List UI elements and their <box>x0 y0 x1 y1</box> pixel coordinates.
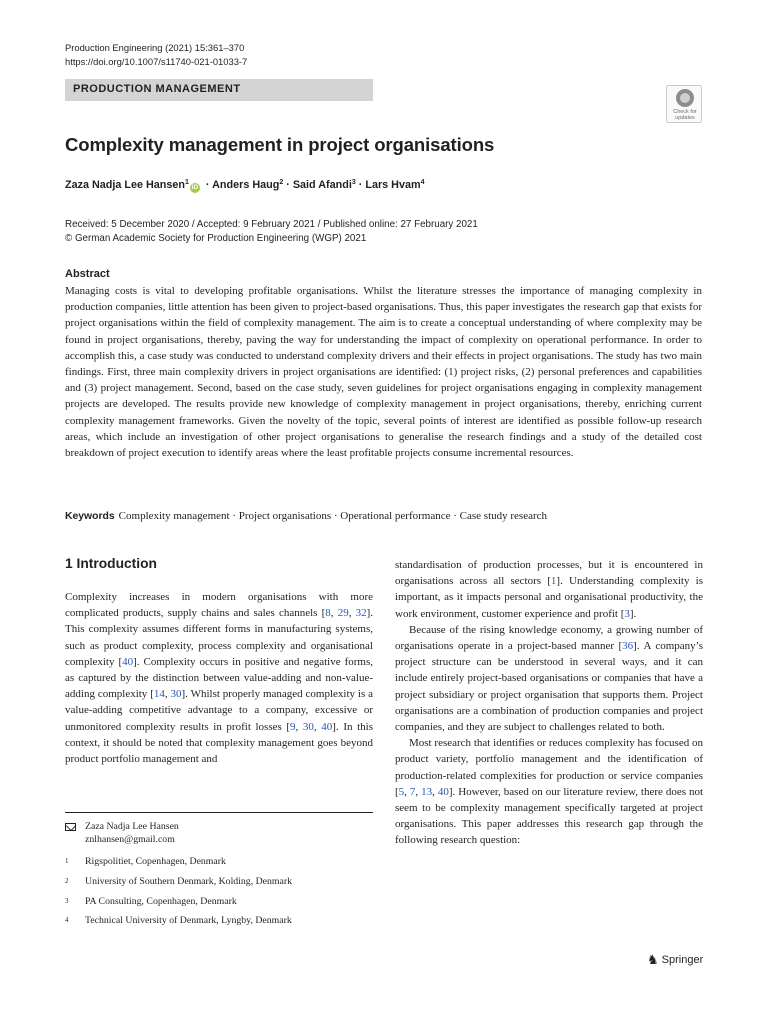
paragraph-text: ]. Understanding complexity is important, as it impacts personal and organisational productivity, the work environment, customer experience and profit [ <box>395 575 703 620</box>
affiliation-number: 2 <box>65 877 69 885</box>
citation-link[interactable]: 36 <box>622 640 634 653</box>
author-separator: · <box>283 179 293 191</box>
footnote-rule <box>65 812 373 813</box>
keywords-label: Keywords <box>65 511 115 522</box>
author-name[interactable]: Lars Hvam <box>365 179 421 191</box>
author-affiliation-mark[interactable]: 4 <box>420 179 425 186</box>
paragraph-text: , <box>313 720 322 733</box>
section-label: PRODUCTION MANAGEMENT <box>73 83 241 95</box>
abstract-text: Managing costs is vital to developing profitable organisations. Whilst the literature stresses the importance of managing complexity in production companies, little attention has been given to project-based organisations. Thus, this paper investigates the research gap that exists for project organisations within the field of complexity management. The aim is to create a conceptual understanding of where complexity may be found in project organisations, thereby, paving the way for understanding the impact of complexity on operational performance. In order to accomplish this, a case study was conducted to understand complexity drivers and their effects in project organisations. The study has two main findings. First, three main complexity drivers in project organisations are identified: (1) project risks, (2) personal preferences and capabilities and (3) project management. Second, based on the case study, seven guidelines for project organisations engaging in complexity management projects are developed. The results provide new knowledge of complexity management in project organisations, thereby, enriching current complexity management frameworks. Given the novelty of the topic, several points of interest are identified as possible follow-up research areas, which include an investigation of other project organisations to generalise the research findings and a study of the detailed cost breakdown of project execution to identify areas where the least profitable projects consume incremental resources. <box>65 285 702 460</box>
intro-paragraph-1 <box>65 589 373 767</box>
doi-link[interactable]: https://doi.org/10.1007/s11740-021-01033-7 <box>65 56 248 67</box>
paragraph-text: , <box>295 720 303 733</box>
affiliation-number: 4 <box>65 916 69 924</box>
author-affiliation-mark[interactable]: 3 <box>351 179 356 186</box>
author-separator: · <box>355 179 366 191</box>
paragraph-text: Because of the rising knowledge economy, a growing number of organisations operate in a project-based manner [ <box>395 623 703 653</box>
left-column <box>65 589 373 767</box>
author-affiliation-mark[interactable]: 2 <box>279 179 284 186</box>
citation-link[interactable]: 7 <box>409 785 416 798</box>
affiliation-text: Rigspolitiet, Copenhagen, Denmark <box>85 856 226 867</box>
citation-link[interactable]: 14 <box>153 688 165 701</box>
paragraph-text: Most research that identifies or reduces complexity has focused on product variety, portfolio management and the identification of production-related complexities for production or service companies [ <box>395 737 703 798</box>
author-name[interactable]: Said Afandi <box>292 179 352 191</box>
citation-link[interactable]: 8 <box>325 607 331 620</box>
citation-link[interactable]: 32 <box>355 607 367 620</box>
affiliation-text: University of Southern Denmark, Kolding, Denmark <box>85 876 293 887</box>
citation-link[interactable]: 5 <box>398 785 405 798</box>
springer-horse-icon: ♞ <box>647 952 659 967</box>
paragraph-text: , <box>415 785 422 798</box>
citation-link[interactable]: 30 <box>302 720 314 733</box>
affiliation-number: 3 <box>65 897 69 905</box>
publisher-name: Springer <box>661 954 704 966</box>
intro-paragraph-3 <box>395 622 703 735</box>
section-band <box>65 79 373 101</box>
paragraph-text: , <box>404 785 410 798</box>
author-separator: · <box>202 179 213 191</box>
envelope-icon <box>65 823 76 831</box>
affiliation-item <box>65 914 373 928</box>
paragraph-text: ]. <box>629 607 637 620</box>
keywords-text: Complexity management · Project organisations · Operational performance · Case study research <box>118 510 548 522</box>
author-name[interactable]: Zaza Nadja Lee Hansen <box>65 179 186 191</box>
corresponding-email[interactable]: znlhansen@gmail.com <box>85 834 175 845</box>
intro-paragraph-4 <box>395 735 703 848</box>
paragraph-text: Complexity increases in modern organisations with more complicated products, supply chains and sales channels [ <box>65 591 373 620</box>
intro-paragraph-2 <box>395 557 703 622</box>
author-list <box>65 179 424 193</box>
corresponding-name: Zaza Nadja Lee Hansen <box>85 821 179 832</box>
paragraph-text: standardisation of production processes, but it is encountered in organisations across all sectors [ <box>395 559 703 588</box>
affiliation-text: PA Consulting, Copenhagen, Denmark <box>85 896 237 907</box>
citation-link[interactable]: 40 <box>437 785 449 798</box>
article-dates: Received: 5 December 2020 / Accepted: 9 February 2021 / Published online: 27 February 2021 <box>65 219 478 230</box>
journal-citation: Production Engineering (2021) 15:361–370 <box>65 42 245 53</box>
affiliation-item <box>65 895 373 909</box>
updates-line2: updates <box>675 115 695 121</box>
author-name[interactable]: Anders Haug <box>212 179 280 191</box>
corresponding-author <box>65 820 373 850</box>
citation-link[interactable]: 9 <box>290 720 296 733</box>
check-for-updates-badge[interactable] <box>666 85 702 123</box>
citation-link[interactable]: 3 <box>624 607 630 620</box>
paragraph-text: ]. Complexity occurs in positive and negative forms, as captured by the distinction between value-adding and non-value-adding complexity [ <box>65 655 373 701</box>
paragraph-text: ]. However, based on our literature review, there does not seem to be complexity management specifically targeted at project organisations. This paper addresses this research gap through the following research question: <box>395 785 704 847</box>
paragraph-text: ]. Whilst properly managed complexity is a value-adding competitive advantage to a company, excessive or unmonitored complexity results in profit losses [ <box>65 688 374 733</box>
affiliation-text: Technical University of Denmark, Lyngby, Denmark <box>85 915 292 926</box>
paragraph-text: ]. In this context, it should be noted that complexity management goes beyond product portfolio management and <box>65 720 373 766</box>
affiliation-item <box>65 855 373 869</box>
citation-link[interactable]: 1 <box>550 575 557 588</box>
abstract-heading: Abstract <box>65 268 110 280</box>
author-affiliation-mark[interactable]: 1 <box>185 179 189 186</box>
citation-link[interactable]: 13 <box>421 785 433 798</box>
affiliation-number: 1 <box>65 857 69 865</box>
paragraph-text: ]. This complexity assumes different forms in manufacturing systems, such as product complexity, process complexity and organisational complexity [ <box>65 607 374 668</box>
keywords <box>65 510 547 522</box>
paragraph-text: , <box>164 688 171 701</box>
paragraph-text: , <box>330 607 338 620</box>
updates-icon <box>676 89 694 107</box>
publisher-logo <box>647 952 703 968</box>
paragraph-text: , <box>348 607 356 620</box>
citation-link[interactable]: 40 <box>321 720 333 733</box>
citation-link[interactable]: 30 <box>170 688 182 701</box>
paragraph-text: ]. A company’s project structure can be understood in several ways, and it can include entirely project-based organisations or companies that have a project subsidiary or project organisation that supports them. Project organisations are a combination of production companies and project companies, and they are subject to challenges related to both. <box>395 640 703 734</box>
copyright-line: © German Academic Society for Production Engineering (WGP) 2021 <box>65 233 367 244</box>
section-heading-introduction: 1 Introduction <box>65 556 157 571</box>
paragraph-text: , <box>432 785 438 798</box>
citation-link[interactable]: 40 <box>122 655 134 668</box>
right-column <box>395 557 703 849</box>
orcid-icon[interactable]: iD <box>191 184 199 191</box>
article-title: Complexity management in project organisations <box>65 134 495 155</box>
updates-line1: Check for <box>673 109 697 115</box>
citation-link[interactable]: 29 <box>337 607 349 620</box>
affiliation-item <box>65 875 373 889</box>
